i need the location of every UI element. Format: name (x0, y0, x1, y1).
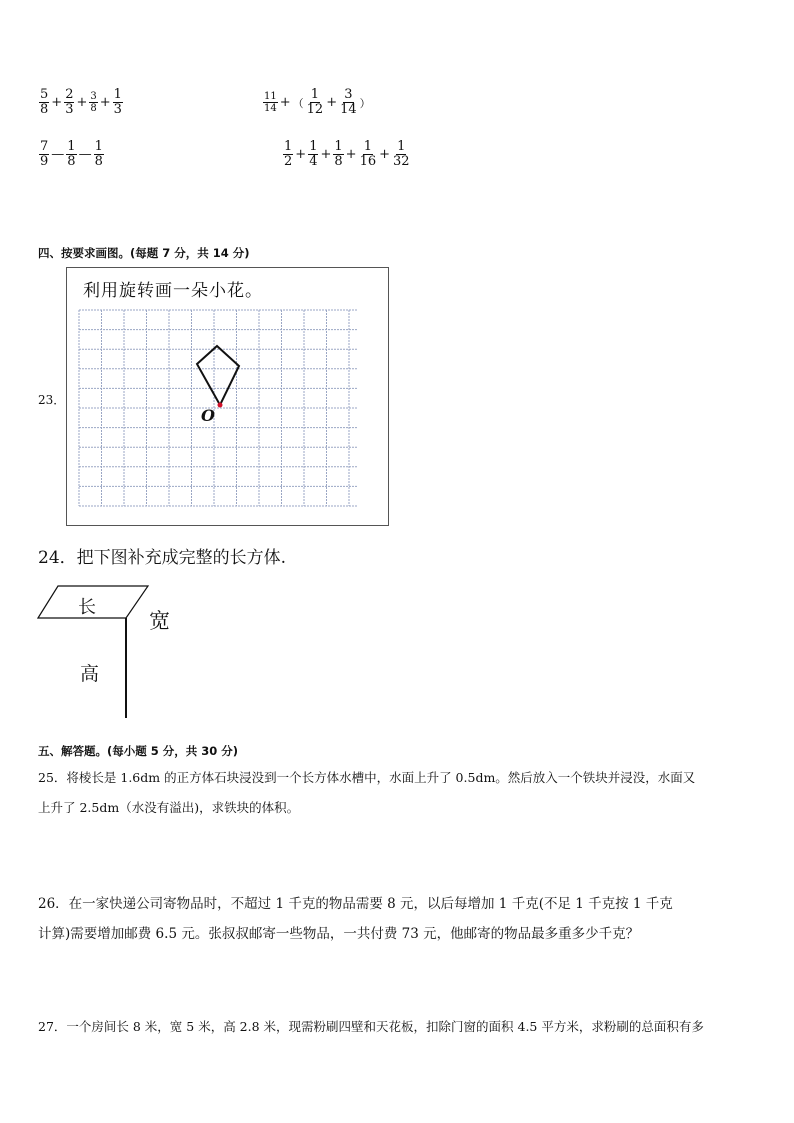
label-width: 宽 (149, 609, 170, 633)
question-23-number: 23． (38, 393, 66, 407)
q23-figure (66, 267, 389, 526)
fraction: $\frac{1}{8}$ (334, 139, 343, 169)
expression-2: $\frac{11}{14}$ + （ $\frac{1}{12}$ + $\frac{3}{14}$ ） (264, 87, 371, 117)
question-25: 25．将棱长是 1.6dm 的正方体石块浸没到一个长方体水槽中，水面上升了 0.5dm。然后放入一个铁块并浸没，水面又 上升了 2.5dm（水没有溢出)，求铁块的体积。 (38, 770, 696, 815)
fraction: $\frac{1}{8}$ (67, 139, 76, 169)
fraction: $\frac{5}{8}$ (40, 87, 49, 117)
fraction: $\frac{1}{16}$ (359, 139, 377, 169)
question-27: 27．一个房间长 8 米，宽 5 米，高 2.8 米，现需粉刷四壁和天花板，扣除门窗的面积 4.5 平方米，求粉刷的总面积有多 (38, 1019, 704, 1034)
section-4-heading: 四、按要求画图。(每题 7 分，共 14 分) (38, 246, 250, 260)
q23-instruction: 利用旋转画一朵小花。 (83, 281, 263, 301)
question-26: 26．在一家快递公司寄物品时，不超过 1 千克的物品需要 8 元，以后每增加 1 千克(不足 1 千克按 1 千克 计算)需要增加邮费 6.5 元。张叔叔邮寄一些物品，一共付费 73 元，他邮寄的物品最多重多少千克？ (38, 896, 673, 942)
fraction: $\frac{11}{14}$ (264, 91, 277, 114)
fraction: $\frac{1}{4}$ (309, 139, 318, 169)
fraction: $\frac{1}{12}$ (306, 87, 324, 117)
grid-paper (67, 268, 388, 525)
fraction: $\frac{7}{9}$ (40, 139, 49, 169)
fraction: $\frac{3}{14}$ (340, 87, 357, 117)
expression-4: $\frac{1}{2}$ + $\frac{1}{4}$ + $\frac{1}{8}$ + $\frac{1}{16}$ + $\frac{1}{32}$ (284, 139, 410, 169)
fraction: $\frac{1}{32}$ (393, 139, 410, 169)
point-label: O (201, 406, 215, 425)
label-height: 高 (80, 663, 100, 685)
rotation-point (218, 403, 223, 408)
fraction: $\frac{3}{8}$ (90, 91, 97, 114)
cuboid-partial-figure (36, 580, 236, 720)
fraction: $\frac{1}{8}$ (94, 139, 103, 169)
label-length: 长 (78, 597, 96, 618)
question-24-text: 24．把下图补充成完整的长方体. (38, 548, 287, 568)
section-5-heading: 五、解答题。(每小题 5 分，共 30 分) (38, 744, 239, 758)
fraction: $\frac{1}{2}$ (284, 139, 293, 169)
expression-3: $\frac{7}{9}$ — $\frac{1}{8}$ — $\frac{1}{8}$ (40, 139, 103, 169)
fraction: $\frac{2}{3}$ (65, 87, 74, 117)
fraction: $\frac{1}{3}$ (113, 87, 122, 117)
expression-1: $\frac{5}{8}$ + $\frac{2}{3}$ + $\frac{3}{8}$ + $\frac{1}{3}$ (40, 87, 122, 117)
kite-shape (197, 346, 239, 405)
